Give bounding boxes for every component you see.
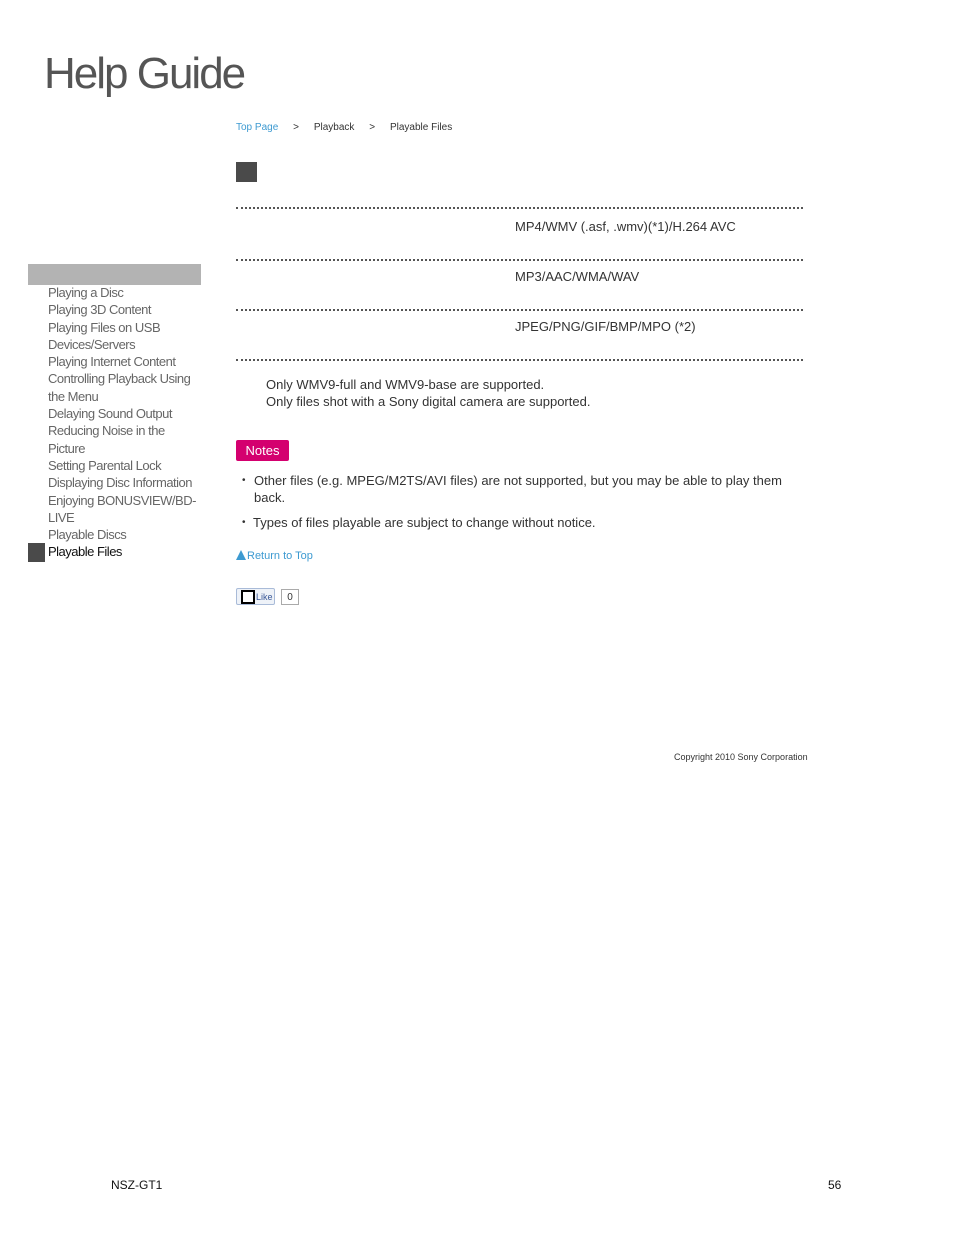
copyright: Copyright 2010 Sony Corporation <box>674 752 808 762</box>
sidebar-item-playing-3d-content[interactable]: Playing 3D Content <box>48 302 152 318</box>
sidebar-header-bar <box>28 264 201 285</box>
breadcrumb-top-page-link[interactable]: Top Page <box>236 122 279 133</box>
return-to-top-link[interactable] <box>236 550 313 562</box>
sidebar-item-reducing-noise[interactable]: Reducing Noise in the Picture <box>48 423 165 456</box>
breadcrumb-playback: Playback <box>313 122 355 133</box>
current-page-marker <box>28 543 45 562</box>
note-text: Other files (e.g. MPEG/M2TS/AVI files) are not supported, but you may be able to play them back. <box>254 473 782 505</box>
return-to-top-label: Return to Top <box>247 550 313 562</box>
sidebar-item-bonusview-bdlive[interactable]: Enjoying BONUSVIEW/BD-LIVE <box>48 492 196 525</box>
sidebar-item-parental-lock[interactable]: Setting Parental Lock <box>48 457 162 473</box>
video-formats: MP4/WMV (.asf, .wmv)(*1)/H.264 AVC <box>515 219 736 234</box>
sidebar-item-playing-a-disc[interactable]: Playing a Disc <box>48 285 124 300</box>
sidebar-item-playing-files-usb[interactable]: Playing Files on USB Devices/Servers <box>48 319 161 352</box>
heading-marker <box>236 162 257 182</box>
like-count: 0 <box>281 589 299 605</box>
footnote-2: Only files shot with a Sony digital camera are supported. <box>266 394 591 409</box>
model-name: NSZ-GT1 <box>111 1178 163 1192</box>
note-text: Types of files playable are subject to change without notice. <box>253 515 596 530</box>
site-title: Help Guide <box>44 49 245 98</box>
like-checkbox-icon <box>241 590 255 604</box>
bullet-icon: • <box>242 475 246 486</box>
sidebar-item-delaying-sound-output[interactable]: Delaying Sound Output <box>48 406 172 422</box>
table-divider <box>236 359 803 361</box>
note-item <box>242 514 802 531</box>
table-divider <box>236 207 803 209</box>
music-formats: MP3/AAC/WMA/WAV <box>515 269 640 284</box>
sidebar-item-playable-files[interactable]: Playable Files <box>48 544 122 560</box>
breadcrumb <box>236 122 452 133</box>
sidebar-item-disc-information[interactable]: Displaying Disc Information <box>48 475 193 491</box>
like-button[interactable] <box>236 588 275 605</box>
sidebar-nav <box>48 284 203 561</box>
sidebar-item-playing-internet-content[interactable]: Playing Internet Content <box>48 354 176 370</box>
sidebar-item-controlling-playback[interactable]: Controlling Playback Using the Menu <box>48 371 191 404</box>
footnote-1: Only WMV9-full and WMV9-base are supported. <box>266 377 545 392</box>
table-divider <box>236 259 803 261</box>
notes-badge: Notes <box>236 440 289 461</box>
table-divider <box>236 309 803 311</box>
breadcrumb-separator: > <box>293 122 299 133</box>
bullet-icon: • <box>242 517 246 528</box>
sidebar-item-playable-discs[interactable]: Playable Discs <box>48 527 127 543</box>
page-number: 56 <box>828 1178 842 1192</box>
breadcrumb-current: Playable Files <box>389 122 453 133</box>
breadcrumb-separator: > <box>369 122 376 133</box>
like-label: Like <box>256 592 273 602</box>
note-item <box>242 472 802 506</box>
photo-formats: JPEG/PNG/GIF/BMP/MPO (*2) <box>515 319 696 334</box>
up-triangle-icon <box>236 550 246 560</box>
